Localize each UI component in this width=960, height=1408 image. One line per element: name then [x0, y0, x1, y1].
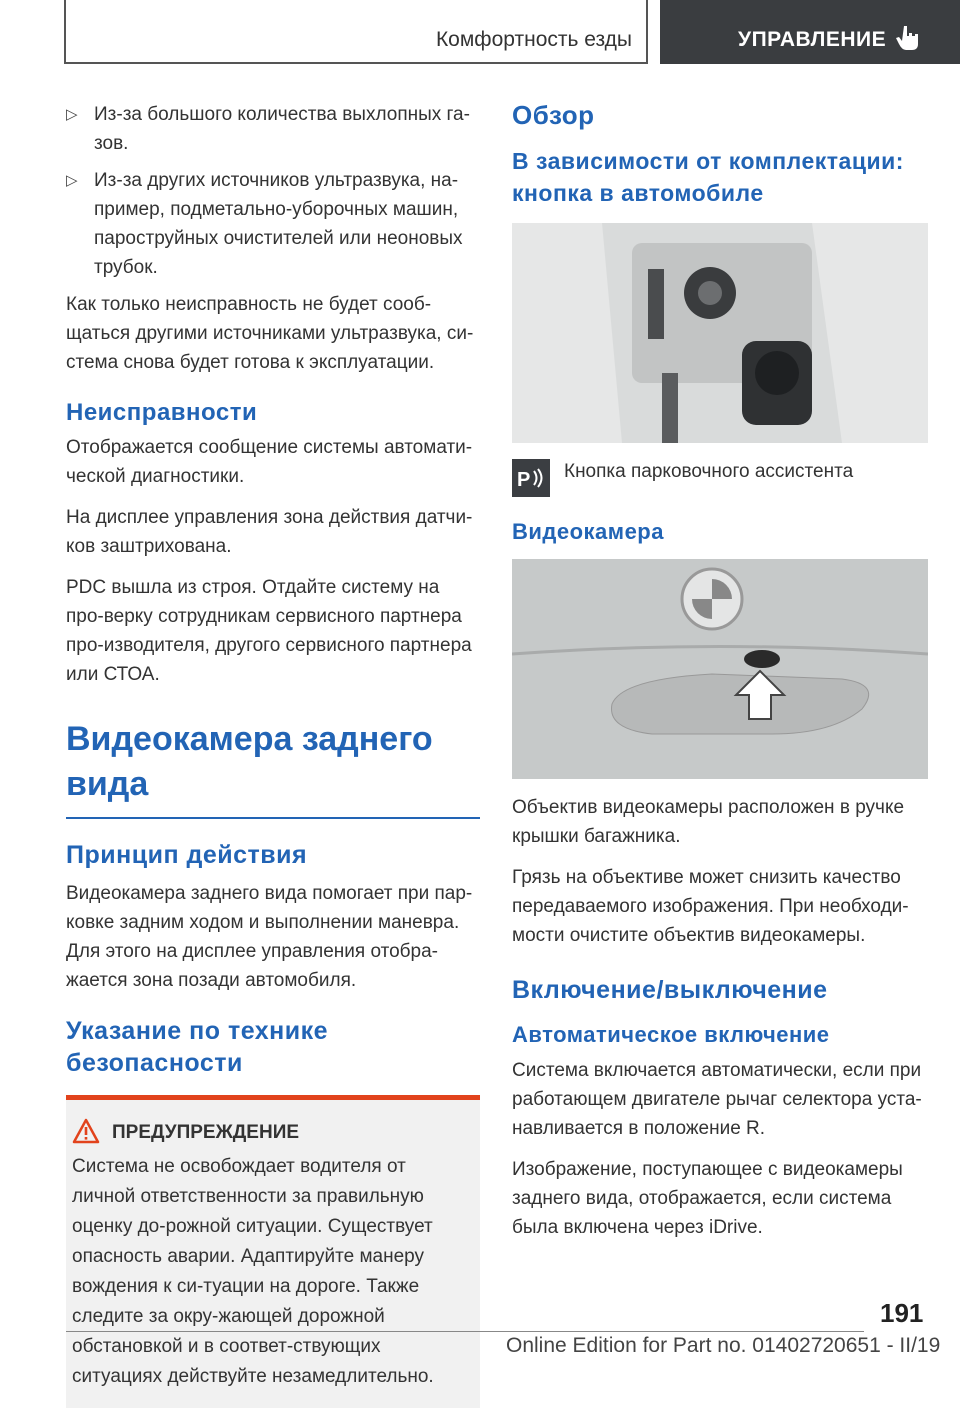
bullet-triangle-icon: ▷ [66, 106, 78, 123]
footer-edition: Online Edition for Part no. 01402720651 - II/19 [506, 1334, 941, 1357]
paragraph: Система включается автоматически, если при работающем двигателе рычаг селектора уста-навливается в положение R. [512, 1060, 922, 1139]
footer-divider [66, 1331, 864, 1332]
heading-auto: Автоматическое включение [512, 1022, 830, 1047]
console-photo [512, 223, 928, 443]
bullet-triangle-icon: ▷ [66, 172, 78, 189]
paragraph: На дисплее управления зона действия датчи-ков заштрихована. [66, 507, 473, 557]
warning-title: ПРЕДУПРЕЖДЕНИЕ [112, 1122, 472, 1144]
heading-onoff: Включение/выключение [512, 976, 828, 1004]
paragraph: Грязь на объективе может снизить качество передаваемого изображения. При необходи-мости очистите объектив видеокамеры. [512, 867, 909, 946]
paragraph: Изображение, поступающее с видеокамеры заднего вида, отображается, если система была включена через iDrive. [512, 1159, 903, 1238]
left-column [66, 100, 480, 1408]
warning-box [66, 1095, 480, 1408]
paragraph: Отображается сообщение системы автомати-ческой диагностики. [66, 437, 473, 487]
park-assist-button-icon [512, 459, 550, 497]
list-item: ▷ Из-за других источников ультразвука, на-пример, подметально-уборочных машин, пароструйных очистителей или неоновых трубок. [66, 166, 480, 282]
chapter-title: УПРАВЛЕНИЕ [738, 28, 887, 51]
paragraph: Объектив видеокамеры расположен в ручке крышки багажника. [512, 797, 905, 847]
list-item: ▷ Из-за большого количества выхлопных га-зов. [66, 100, 480, 158]
hand-pointer-icon [896, 24, 920, 52]
heading-faults: Неисправности [66, 399, 258, 426]
warning-text: Система не освобождает водителя от личной ответственности за правильную оценку до-рожной ситуации. Существует опасность аварии. Адаптируйте манеру вождения к си-туации на дороге. Также следите за окру-жающей дорожной обстановкой и в соответ-ствующих ситуациях действуйте незамедлительно. [72, 1156, 434, 1387]
page-header [0, 0, 960, 66]
paragraph: Видеокамера заднего вида помогает при пар-ковке задним ходом и выполнении маневра. Для этого на дисплее управления отобра-жается зона позади автомобиля. [66, 883, 473, 991]
section-title: Комфортность езды [435, 28, 632, 51]
warning-triangle-icon [72, 1118, 100, 1144]
heading-safety: Указание по технике безопасности [66, 1017, 329, 1077]
chapter-tab [660, 0, 960, 64]
heading-equipment: В зависимости от комплектации: кнопка в автомобиле [512, 148, 904, 206]
paragraph: PDC вышла из строя. Отдайте систему на про-верку сотрудникам сервисного партнера про-изводителя, другого сервисного партнера или СТОА. [66, 577, 472, 685]
heading-rear-camera: Видеокамера заднего вида [66, 717, 480, 819]
camera-photo [512, 559, 928, 779]
section-tab [64, 0, 648, 64]
heading-videocamera: Видеокамера [512, 519, 664, 544]
heading-principle: Принцип действия [66, 841, 308, 869]
right-column [512, 100, 928, 1254]
button-caption: P Кнопка парковочного ассистента [512, 457, 928, 497]
svg-text:P: P [517, 469, 531, 491]
page-number: 191 [880, 1298, 924, 1328]
heading-overview: Обзор [512, 100, 595, 130]
paragraph: Как только неисправность не будет сооб-щаться другими источниками ультразвука, си-стема снова будет готова к эксплуатации. [66, 294, 474, 373]
